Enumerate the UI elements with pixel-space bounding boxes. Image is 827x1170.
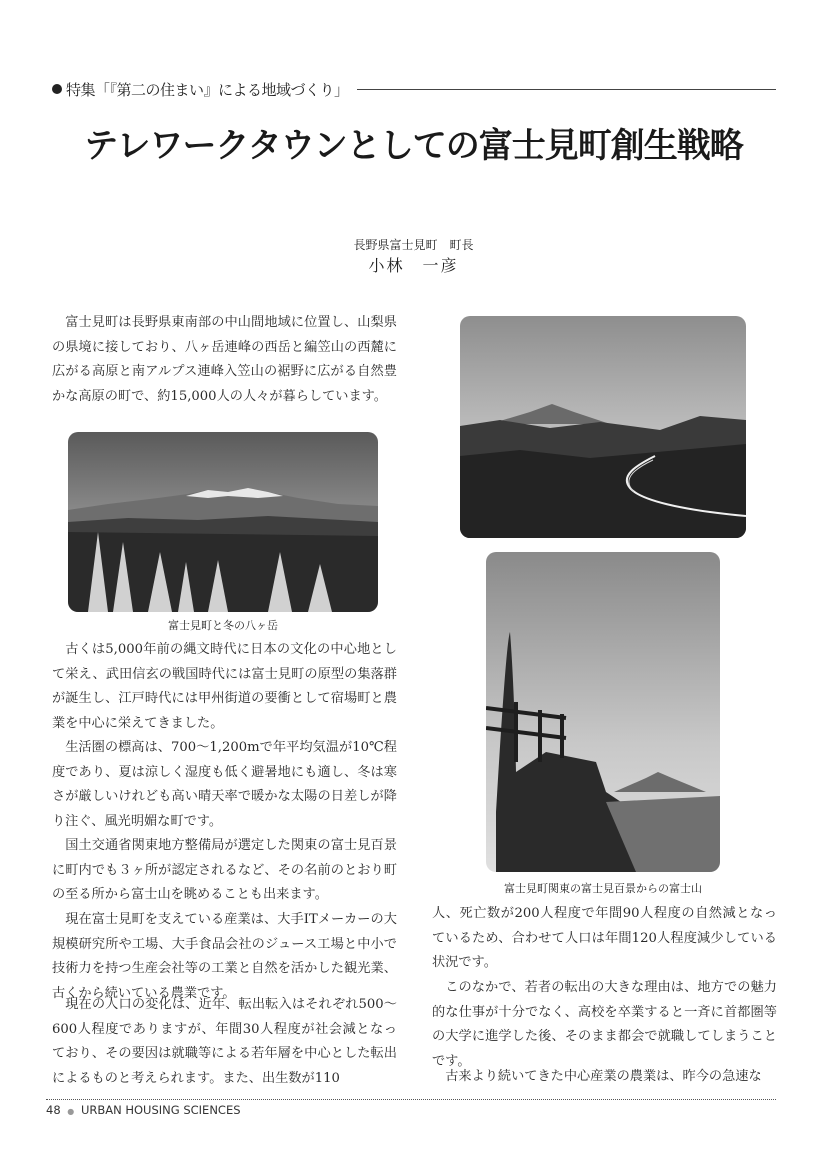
paragraph-7: 人、死亡数が200人程度で年間90人程度の自然減となっているため、合わせて人口は年間120人程度減少している状況です。 <box>432 906 777 970</box>
paragraph-9: 古来より続いてきた中心産業の農業は、昨今の急速な <box>445 1069 762 1084</box>
paragraph-3: 生活圏の標高は、700～1,200mで年平均気温が10℃程度であり、夏は涼しく湿度も低く避暑地にも適し、冬は寒さが厳しいけれども高い晴天率で暖かな太陽の日差しが降り注ぐ、風光明媚な町です。 <box>52 740 397 829</box>
paragraph-6: 現在の人口の変化は、近年、転出転入はそれぞれ500～600人程度でありますが、年間30人程度が社会減となっており、その要因は就職等による若年層を中心とした転出によるものと考えられます。また、出生数が110 <box>52 997 397 1086</box>
paragraph-4: 国土交通省関東地方整備局が選定した関東の富士見百景に町内でも３ヶ所が認定されるなど、その名前のとおり町の至る所から富士山を眺めることも出来ます。 <box>52 838 397 902</box>
paragraph-8: このなかで、若者の転出の大きな理由は、地方での魅力的な仕事が十分でなく、高校を卒業すると一斉に首都圏等の大学に進学した後、そのまま都会で就職してしまうことです。 <box>432 980 777 1069</box>
paragraph-2: 古くは5,000年前の縄文時代に日本の文化の中心地として栄え、武田信玄の戦国時代には富士見町の原型の集落群が誕生し、江戸時代には甲州街道の要衝として宿場町と農業を中心に栄えてきました。 <box>52 642 397 731</box>
header-rule <box>357 89 776 90</box>
caption-fuji-tall: 富士見町関東の富士見百景からの富士山 <box>504 882 702 895</box>
article-title: テレワークタウンとしての富士見町創生戦略 <box>84 126 743 166</box>
author-affiliation: 長野県富士見町 町長 <box>353 238 474 252</box>
author-name: 小林 一彦 <box>368 256 459 275</box>
photo-yatsugatake <box>68 432 378 612</box>
paragraph-5: 現在富士見町を支えている産業は、大手ITメーカーの大規模研究所や工場、大手食品会社のジュース工場と中小で技術力を持つ生産会社等の工業と自然を活かした観光業、古くから続いている農業です。 <box>52 912 397 1001</box>
photo-fuji-tall <box>486 552 720 872</box>
footer-separator: ● <box>67 1107 75 1116</box>
caption-yatsugatake: 富士見町と冬の八ヶ岳 <box>168 619 278 632</box>
journal-name: URBAN HOUSING SCIENCES <box>80 1103 241 1117</box>
photo-fuji-dusk <box>460 316 746 538</box>
footer-rule <box>46 1099 776 1100</box>
page-number: 48 <box>46 1103 61 1117</box>
bullet-icon <box>52 84 62 94</box>
section-header <box>52 76 776 102</box>
footer <box>46 1103 241 1117</box>
section-header-text: 特集「『第二の住まい』による地域づくり」 <box>66 80 349 99</box>
paragraph-1: 富士見町は長野県東南部の中山間地域に位置し、山梨県の県境に接しており、八ヶ岳連峰の西岳と編笠山の西麓に広がる高原と南アルプス連峰入笠山の裾野に広がる自然豊かな高原の町で、約15,000人の人々が暮らしています。 <box>52 315 397 404</box>
